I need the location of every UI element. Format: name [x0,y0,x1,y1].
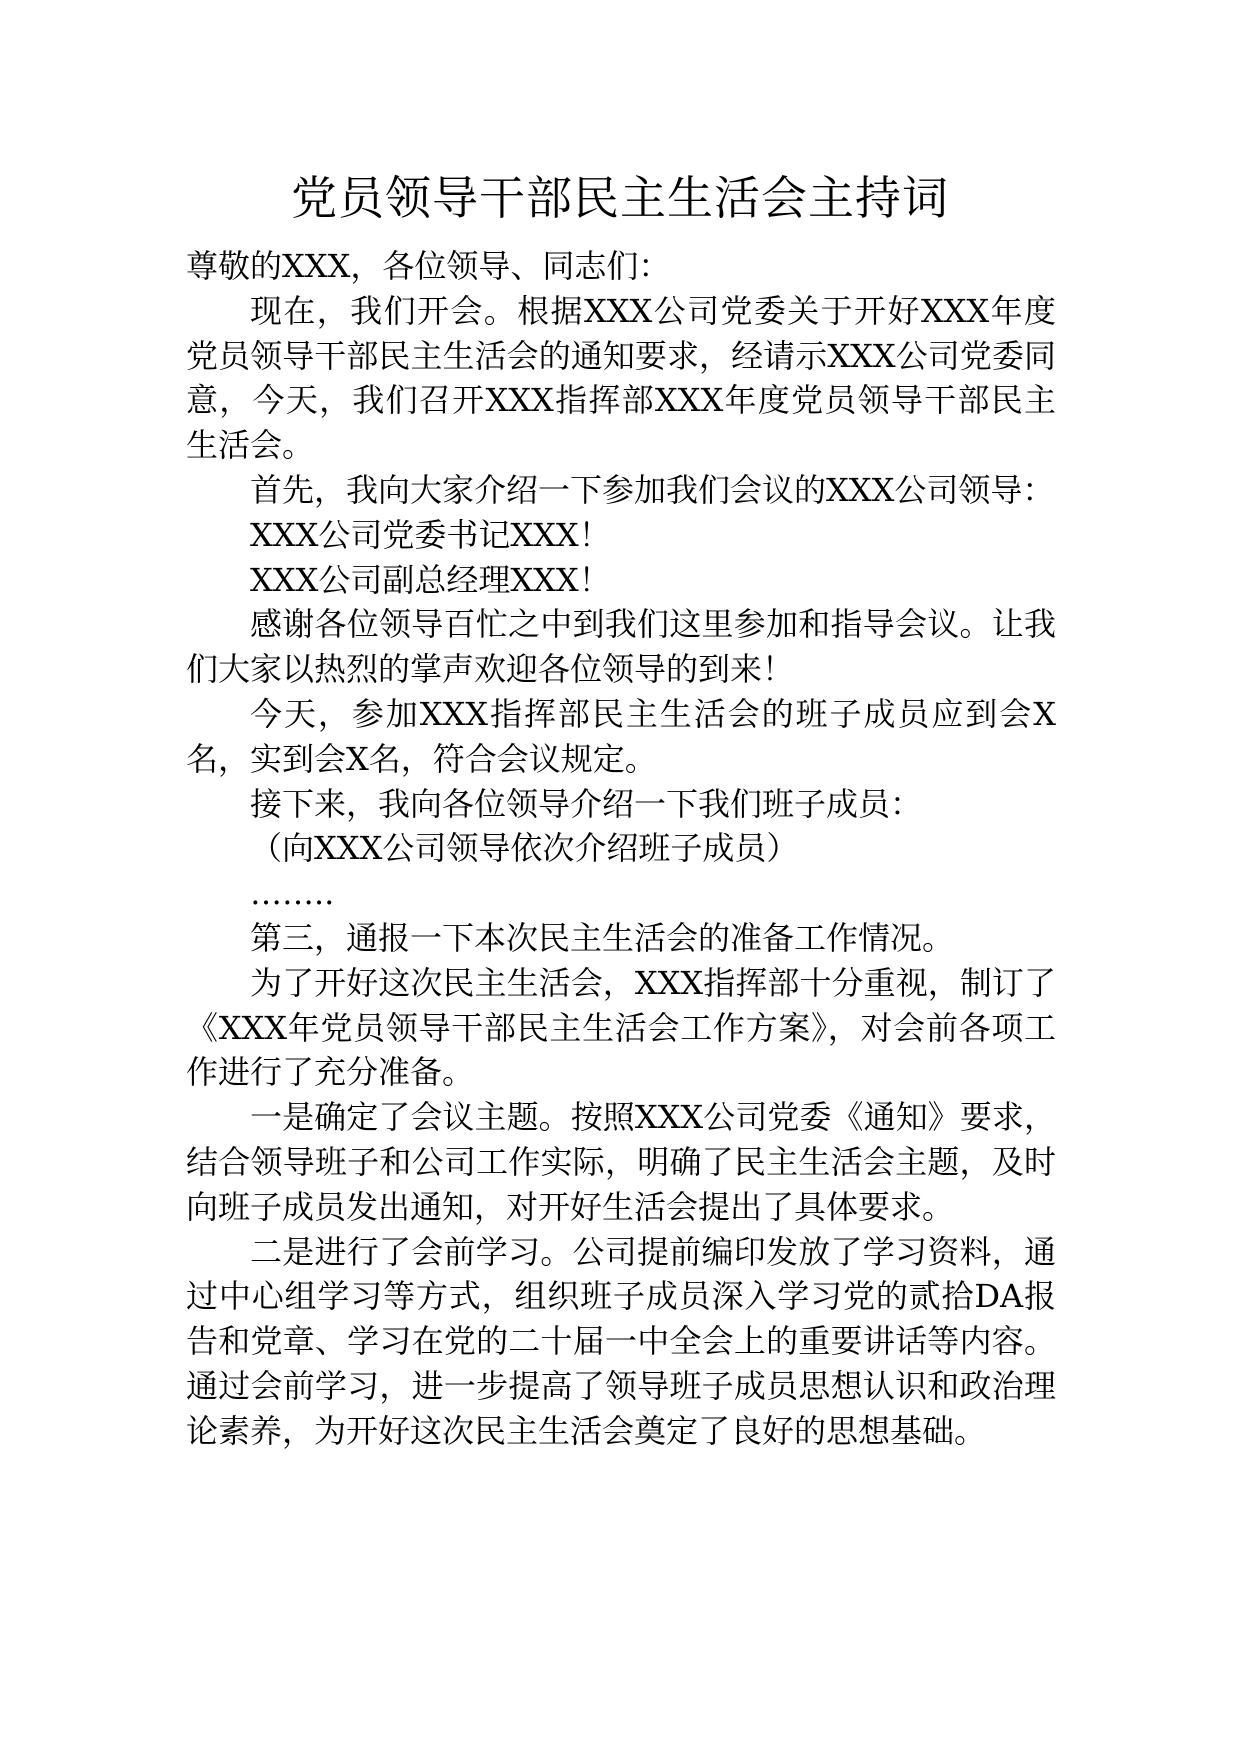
paragraph-thanks: 感谢各位领导百忙之中到我们这里参加和指导会议。让我们大家以热烈的掌声欢迎各位领导的到来！ [186,605,1056,689]
paragraph-opening: 现在，我们开会。根据XXX公司党委关于开好XXX年度党员领导干部民主生活会的通知要求，经请示XXX公司党委同意，今天，我们召开XXX指挥部XXX年度党员领导干部民主生活会。 [186,291,1056,465]
paragraph-leader-1: XXX公司党委书记XXX！ [250,515,611,554]
paragraph-leader-2: XXX公司副总经理XXX！ [250,560,611,599]
paragraph-introduce-note: （向XXX公司领导依次介绍班子成员） [250,829,799,868]
paragraph-preparation: 为了开好这次民主生活会，XXX指挥部十分重视，制订了《XXX年党员领导干部民主生活会工作方案》，对会前各项工作进行了充分准备。 [186,963,1056,1092]
document-title: 党员领导干部民主生活会主持词 [291,171,949,225]
paragraph-introduce-leaders: 首先，我向大家介绍一下参加我们会议的XXX公司领导： [250,470,1055,509]
paragraph-introduce-members: 接下来，我向各位领导介绍一下我们班子成员： [250,784,923,823]
paragraph-attendance: 今天，参加XXX指挥部民主生活会的班子成员应到会X名，实到会X名，符合会议规定。 [186,694,1056,778]
paragraph-point-one: 一是确定了会议主题。按照XXX公司党委《通知》要求，结合领导班子和公司工作实际，明确了民主生活会主题，及时向班子成员发出通知，对开好生活会提出了具体要求。 [186,1098,1056,1226]
paragraph-salutation: 尊敬的XXX，各位领导、同志们： [186,247,671,285]
paragraph-third: 第三，通报一下本次民主生活会的准备工作情况。 [250,918,955,957]
paragraph-point-two: 二是进行了会前学习。公司提前编印发放了学习资料，通过中心组学习等方式，组织班子成员深入学习党的贰拾DA报告和党章、学习在党的二十届一中全会上的重要讲话等内容。通过会前学习，进一步提高了领导班子成员思想认识和政治理论素养，为开好这次民主生活会奠定了良好的思想基础。 [186,1232,1056,1450]
document-body [186,244,1056,1454]
paragraph-ellipsis: …….. [250,874,335,913]
